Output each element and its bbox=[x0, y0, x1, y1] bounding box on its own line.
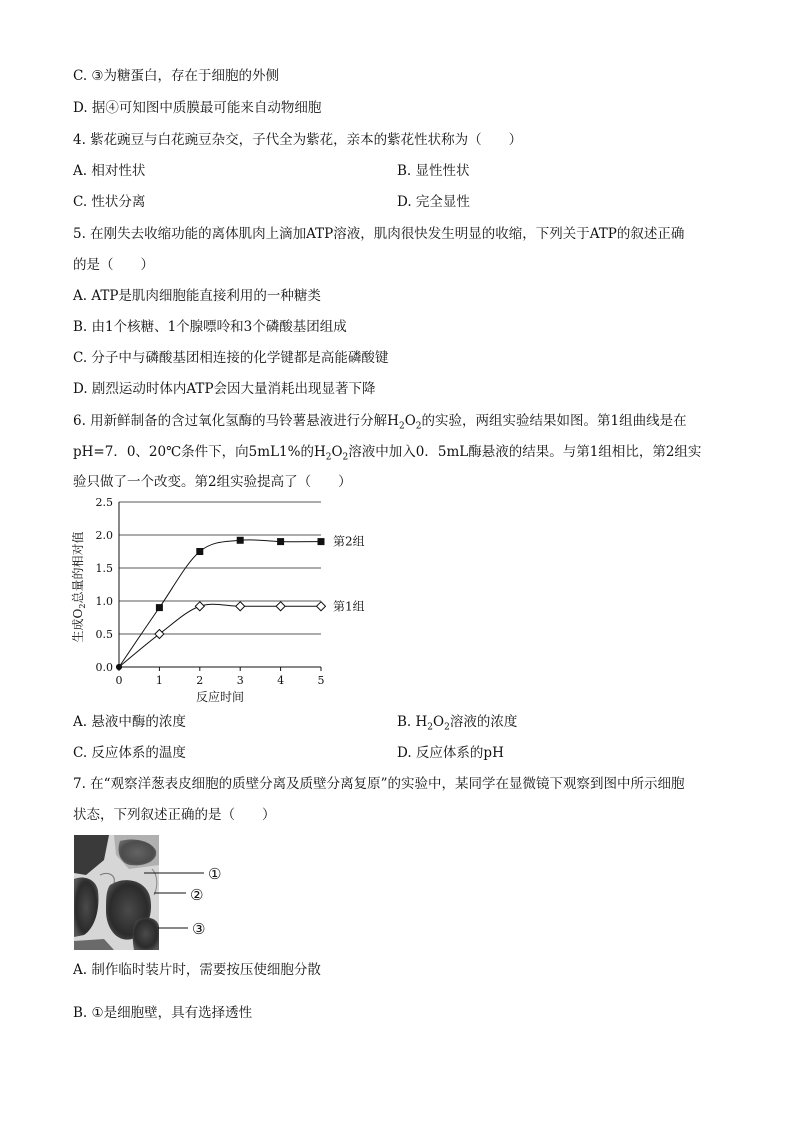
y-tick-label: 1.5 bbox=[95, 562, 113, 575]
label-1: ① bbox=[208, 865, 222, 883]
q5-option-c: C. 分子中与磷酸基团相连接的化学键都是高能磷酸键 bbox=[73, 350, 389, 366]
q6-option-a: A. 悬液中酶的浓度 bbox=[73, 714, 186, 730]
q6-option-c: C. 反应体系的温度 bbox=[73, 745, 186, 761]
series-label-1: 第2组 bbox=[333, 534, 365, 549]
o2-production-chart bbox=[70, 492, 370, 707]
q3-option-d: D. 据④可知图中质膜最可能来自动物细胞 bbox=[73, 100, 322, 116]
q5-option-b: B. 由1个核糖、1个腺嘌呤和3个磷酸基团组成 bbox=[73, 319, 347, 335]
data-point-diamond bbox=[155, 630, 164, 639]
q4-option-a: A. 相对性状 bbox=[73, 163, 146, 179]
data-point-diamond bbox=[195, 602, 204, 611]
label-2: ② bbox=[190, 886, 204, 904]
label-3: ③ bbox=[192, 920, 206, 938]
series-line-1 bbox=[119, 540, 321, 667]
q7-option-a: A. 制作临时装片时，需要按压使细胞分散 bbox=[73, 962, 321, 978]
series-label-2: 第1组 bbox=[333, 599, 365, 614]
q6-option-d: D. 反应体系的pH bbox=[397, 745, 504, 761]
chart-y-axis-label: 生成$O_2$总量的相对值 bbox=[71, 531, 87, 643]
x-tick-label: 1 bbox=[155, 674, 163, 687]
y-tick-label: 0.0 bbox=[95, 661, 113, 674]
data-point-square bbox=[156, 604, 163, 611]
q5-option-a: A. ATP是肌肉细胞能直接利用的一种糖类 bbox=[73, 288, 321, 304]
q4-option-b: B. 显性性状 bbox=[397, 163, 470, 179]
q5-stem-line2: 的是（ ） bbox=[73, 257, 154, 273]
data-point-square bbox=[196, 548, 203, 555]
y-tick-label: 0.5 bbox=[95, 628, 113, 641]
x-tick-label: 5 bbox=[317, 674, 325, 687]
y-tick-label: 1.0 bbox=[95, 595, 113, 608]
q6-stem-line3: 验只做了一个改变。第2组实验提高了（ ） bbox=[73, 474, 352, 490]
data-point-diamond bbox=[276, 602, 285, 611]
x-tick-label: 2 bbox=[196, 674, 204, 687]
q5-option-d: D. 剧烈运动时体内ATP会因大量消耗出现显著下降 bbox=[73, 381, 376, 397]
data-point-square bbox=[318, 538, 325, 545]
data-point-square bbox=[277, 538, 284, 545]
q7-stem-line1: 7. 在“观察洋葱表皮细胞的质壁分离及质壁分离复原”的实验中，某同学在显微镜下观察到图中所示细胞 bbox=[73, 776, 685, 792]
micrograph-image bbox=[74, 835, 159, 950]
x-tick-label: 0 bbox=[115, 674, 123, 687]
q7-stem-line2: 状态，下列叙述正确的是（ ） bbox=[73, 807, 276, 823]
origin-point bbox=[116, 664, 122, 670]
q6-stem-line1: 6. 用新鲜制备的含过氧化氢酶的马铃薯悬液进行分解$H_2O_2$的实验，两组实验结果如图。第1组曲线是在 bbox=[73, 413, 687, 432]
micrograph-figure bbox=[74, 835, 249, 950]
q7-option-b: B. ①是细胞壁，具有选择透性 bbox=[73, 1005, 253, 1021]
x-tick-label: 3 bbox=[236, 674, 244, 687]
y-tick-label: 2.5 bbox=[95, 496, 113, 509]
chart-x-axis-label: 反应时间 bbox=[195, 690, 245, 704]
q4-option-c: C. 性状分离 bbox=[73, 194, 146, 210]
x-tick-label: 4 bbox=[277, 674, 285, 687]
q4-option-d: D. 完全显性 bbox=[397, 194, 470, 210]
q6-option-b: B. $H_2O_2$溶液的浓度 bbox=[397, 714, 518, 733]
y-tick-label: 2.0 bbox=[95, 529, 113, 542]
data-point-diamond bbox=[236, 602, 245, 611]
data-point-square bbox=[237, 537, 244, 544]
series-line-2 bbox=[119, 604, 321, 667]
data-point-diamond bbox=[317, 602, 326, 611]
q5-stem-line1: 5. 在刚失去收缩功能的离体肌肉上滴加ATP溶液，肌肉很快发生明显的收缩，下列关于ATP的叙述正确 bbox=[73, 226, 685, 242]
q6-stem-line2: pH=7．0、20℃条件下，向5mL1%的$H_2O_2$溶液中加入0．5mL酶悬液的结果。与第1组相比，第2组实 bbox=[73, 444, 702, 463]
q3-option-c: C. ③为糖蛋白，存在于细胞的外侧 bbox=[73, 68, 280, 84]
q4-stem: 4. 紫花豌豆与白花豌豆杂交，子代全为紫花，亲本的紫花性状称为（ ） bbox=[73, 132, 523, 148]
